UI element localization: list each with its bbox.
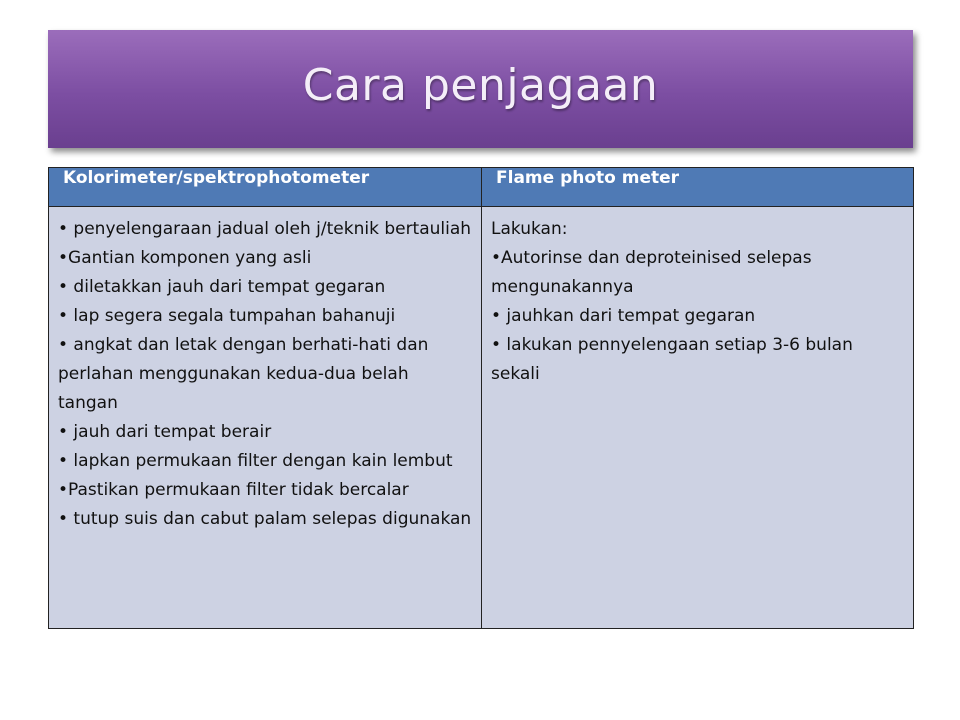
list-item: • lakukan pennyelengaan setiap 3-6 bulan sekali — [491, 335, 853, 384]
header-flame-photo-meter: Flame photo meter — [482, 168, 914, 207]
list-item: •Gantian komponen yang asli — [58, 248, 312, 268]
flame-photo-meter-care-list — [482, 207, 914, 629]
list-item: • angkat dan letak dengan berhati-hati dan perlahan menggunakan kedua-dua belah tangan — [58, 335, 429, 413]
slide-title: Cara penjagaan — [302, 59, 659, 111]
list-item: • tutup suis dan cabut palam selepas digunakan — [58, 509, 472, 529]
comparison-table — [48, 167, 914, 629]
kolorimeter-care-list — [49, 207, 482, 629]
list-item: • jauh dari tempat berair — [58, 422, 272, 442]
list-item: • lap segera segala tumpahan bahanuji — [58, 306, 396, 326]
list-item: • diletakkan jauh dari tempat gegaran — [58, 277, 386, 297]
list-item: • lapkan permukaan filter dengan kain lembut — [58, 451, 453, 471]
table-header-row — [49, 168, 914, 207]
list-item: • jauhkan dari tempat gegaran — [491, 306, 756, 326]
table-body-row — [49, 207, 914, 629]
list-item: Lakukan: — [491, 219, 568, 239]
list-item: • penyelengaraan jadual oleh j/teknik bertauliah — [58, 219, 472, 239]
list-item: •Autorinse dan deproteinised selepas mengunakannya — [491, 248, 812, 297]
list-item: •Pastikan permukaan filter tidak bercalar — [58, 480, 409, 500]
header-kolorimeter: Kolorimeter/spektrophotometer — [49, 168, 482, 207]
title-banner — [48, 30, 913, 148]
